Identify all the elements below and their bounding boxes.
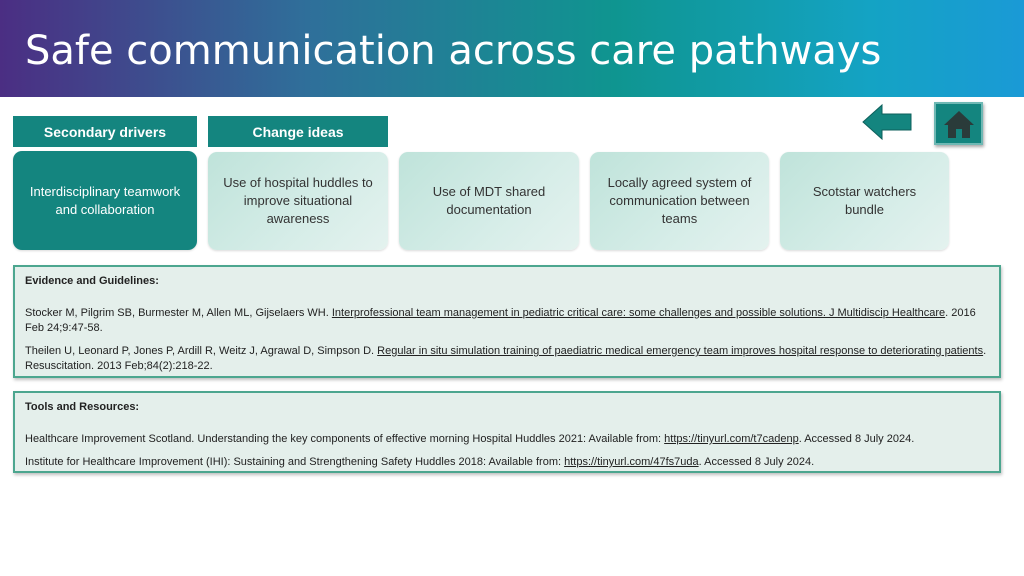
ref-suffix: . Resuscitation. 2013 Feb;84(2):218-22. [25, 345, 987, 372]
secondary-drivers-label: Secondary drivers [13, 116, 197, 147]
evidence-ref-1-link[interactable]: Interprofessional team management in pediatric critical care: some challenges and possible solutions. J Multidiscip Healthcare [331, 307, 946, 319]
evidence-ref-1 [25, 306, 989, 336]
evidence-ref-2 [25, 344, 989, 374]
ref-prefix: Stocker M, Pilgrim SB, Burmester M, Allen ML, Gijselaers WH. [25, 307, 332, 319]
tools-panel [13, 391, 1001, 473]
tools-heading: Tools and Resources: [25, 401, 140, 413]
driver-card-interdisciplinary-teamwork[interactable]: Interdisciplinary teamwork and collaboration [13, 151, 197, 250]
tools-ref-2-link[interactable]: https://tinyurl.com/47fs7uda [564, 456, 699, 468]
evidence-panel [13, 265, 1001, 378]
home-icon [942, 108, 976, 140]
ref-suffix: . Accessed 8 July 2024. [798, 433, 915, 445]
header-banner [0, 0, 1024, 97]
page-title: Safe communication across care pathways [25, 28, 882, 74]
ref-prefix: Theilen U, Leonard P, Jones P, Ardill R, Weitz J, Agrawal D, Simpson D. [25, 345, 378, 357]
evidence-ref-2-link[interactable]: Regular in situ simulation training of paediatric medical emergency team improves hospital response to deteriorating patients [377, 345, 984, 357]
tools-ref-1 [25, 432, 989, 447]
ref-suffix: . 2016 Feb 24;9:47-58. [25, 307, 976, 334]
ref-prefix: Healthcare Improvement Scotland. Understanding the key components of effective morning Hospital Huddles 2021: Available from: [25, 433, 665, 445]
back-button[interactable] [862, 103, 912, 141]
evidence-heading: Evidence and Guidelines: [25, 275, 159, 287]
tools-ref-2 [25, 455, 989, 470]
change-idea-scotstar-watchers[interactable]: Scotstar watchers bundle [780, 152, 949, 250]
change-idea-communication-system[interactable]: Locally agreed system of communication between teams [590, 152, 769, 250]
change-ideas-label: Change ideas [208, 116, 388, 147]
ref-suffix: . Accessed 8 July 2024. [698, 456, 815, 468]
home-button[interactable] [934, 102, 983, 145]
change-idea-mdt-documentation[interactable]: Use of MDT shared documentation [399, 152, 579, 250]
tools-ref-1-link[interactable]: https://tinyurl.com/t7cadenp [664, 433, 799, 445]
change-idea-hospital-huddles[interactable]: Use of hospital huddles to improve situational awareness [208, 152, 388, 250]
back-arrow-icon [862, 103, 912, 141]
ref-prefix: Institute for Healthcare Improvement (IHI): Sustaining and Strengthening Safety Huddles 2018: Available from: [25, 456, 565, 468]
